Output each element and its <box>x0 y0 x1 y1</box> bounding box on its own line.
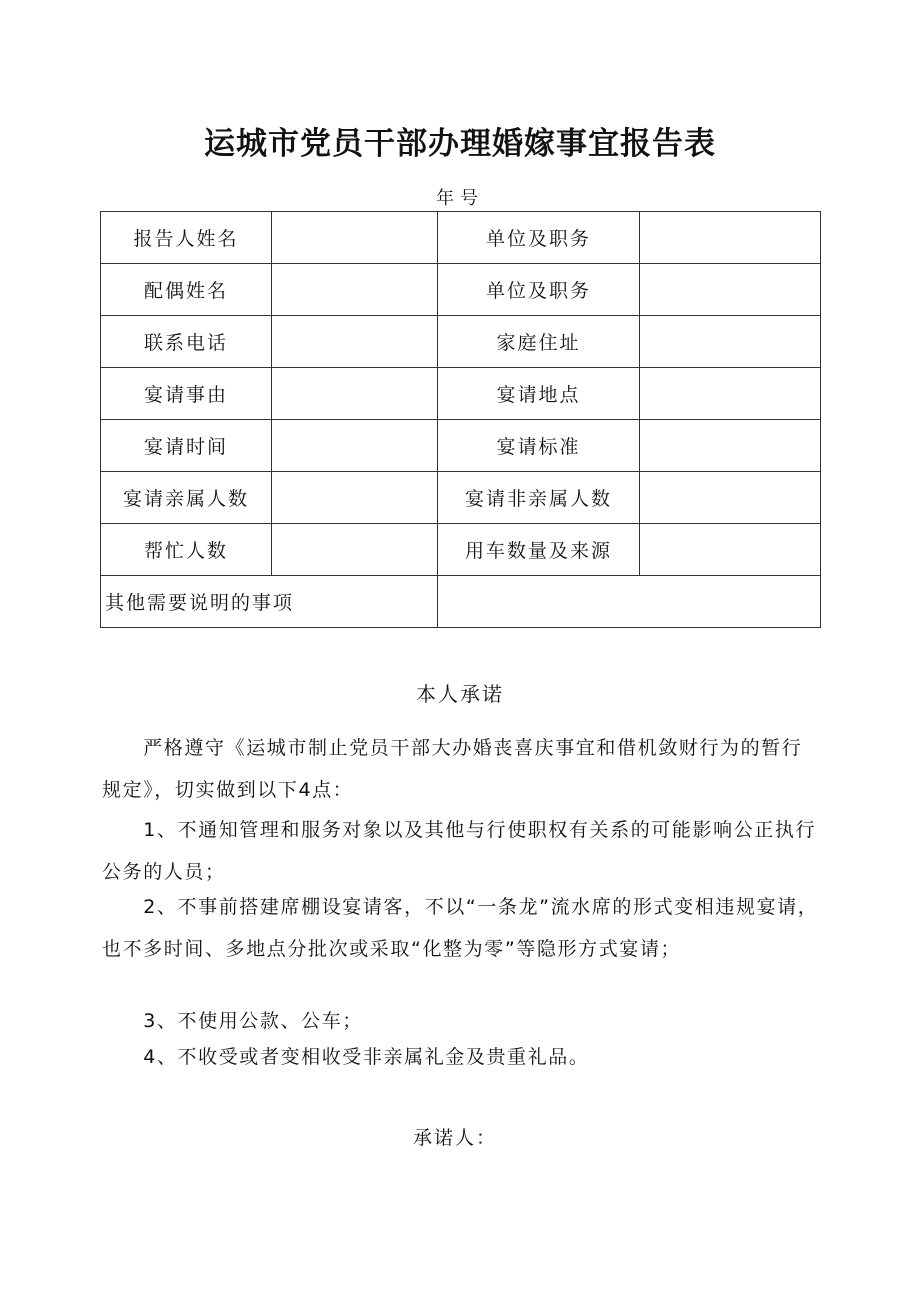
field-value[interactable] <box>272 524 438 576</box>
field-label: 宴请标准 <box>438 420 640 472</box>
field-label: 宴请非亲属人数 <box>438 472 640 524</box>
field-label: 用车数量及来源 <box>438 524 640 576</box>
pledge-item-2: 2、不事前搭建席棚设宴请客，不以“一条龙”流水席的形式变相违规宴请，也不多时间、多地点分批次或采取“化整为零”等隐形方式宴请； <box>102 896 819 960</box>
field-label: 宴请亲属人数 <box>101 472 272 524</box>
table-row <box>101 420 821 472</box>
pledge-item-1: 1、不通知管理和服务对象以及其他与行使职权有关系的可能影响公正执行公务的人员； <box>102 819 817 883</box>
field-value[interactable] <box>272 212 438 264</box>
field-value[interactable] <box>640 212 821 264</box>
table-row <box>101 472 821 524</box>
field-label: 宴请事由 <box>101 368 272 420</box>
other-matters-value[interactable] <box>438 576 821 628</box>
field-value[interactable] <box>640 368 821 420</box>
field-value[interactable] <box>640 420 821 472</box>
table-row <box>101 264 821 316</box>
field-label: 配偶姓名 <box>101 264 272 316</box>
signer-label: 承诺人： <box>413 1127 498 1149</box>
report-form-table <box>100 211 821 628</box>
year-number-label: 年号 <box>436 188 484 209</box>
field-label: 帮忙人数 <box>101 524 272 576</box>
field-label: 单位及职务 <box>438 212 640 264</box>
field-value[interactable] <box>272 420 438 472</box>
field-value[interactable] <box>272 368 438 420</box>
field-label: 家庭住址 <box>438 316 640 368</box>
field-value[interactable] <box>640 264 821 316</box>
field-value[interactable] <box>272 316 438 368</box>
document-title: 运城市党员干部办理婚嫁事宜报告表 <box>204 126 716 162</box>
table-row-other <box>101 576 821 628</box>
field-label: 宴请地点 <box>438 368 640 420</box>
field-value[interactable] <box>640 524 821 576</box>
pledge-item-3: 3、不使用公款、公车； <box>102 1010 363 1032</box>
table-row <box>101 524 821 576</box>
table-row <box>101 368 821 420</box>
field-value[interactable] <box>640 316 821 368</box>
field-value[interactable] <box>272 472 438 524</box>
table-row <box>101 212 821 264</box>
field-label: 联系电话 <box>101 316 272 368</box>
field-label: 报告人姓名 <box>101 212 272 264</box>
other-matters-label: 其他需要说明的事项 <box>101 576 438 628</box>
pledge-intro: 严格遵守《运城市制止党员干部大办婚丧喜庆事宜和借机敛财行为的暂行规定》，切实做到以下4点： <box>102 737 803 801</box>
field-value[interactable] <box>640 472 821 524</box>
field-value[interactable] <box>272 264 438 316</box>
field-label: 宴请时间 <box>101 420 272 472</box>
pledge-heading: 本人承诺 <box>416 682 504 706</box>
table-row <box>101 316 821 368</box>
pledge-item-4: 4、不收受或者变相收受非亲属礼金及贵重礼品。 <box>102 1046 590 1068</box>
field-label: 单位及职务 <box>438 264 640 316</box>
